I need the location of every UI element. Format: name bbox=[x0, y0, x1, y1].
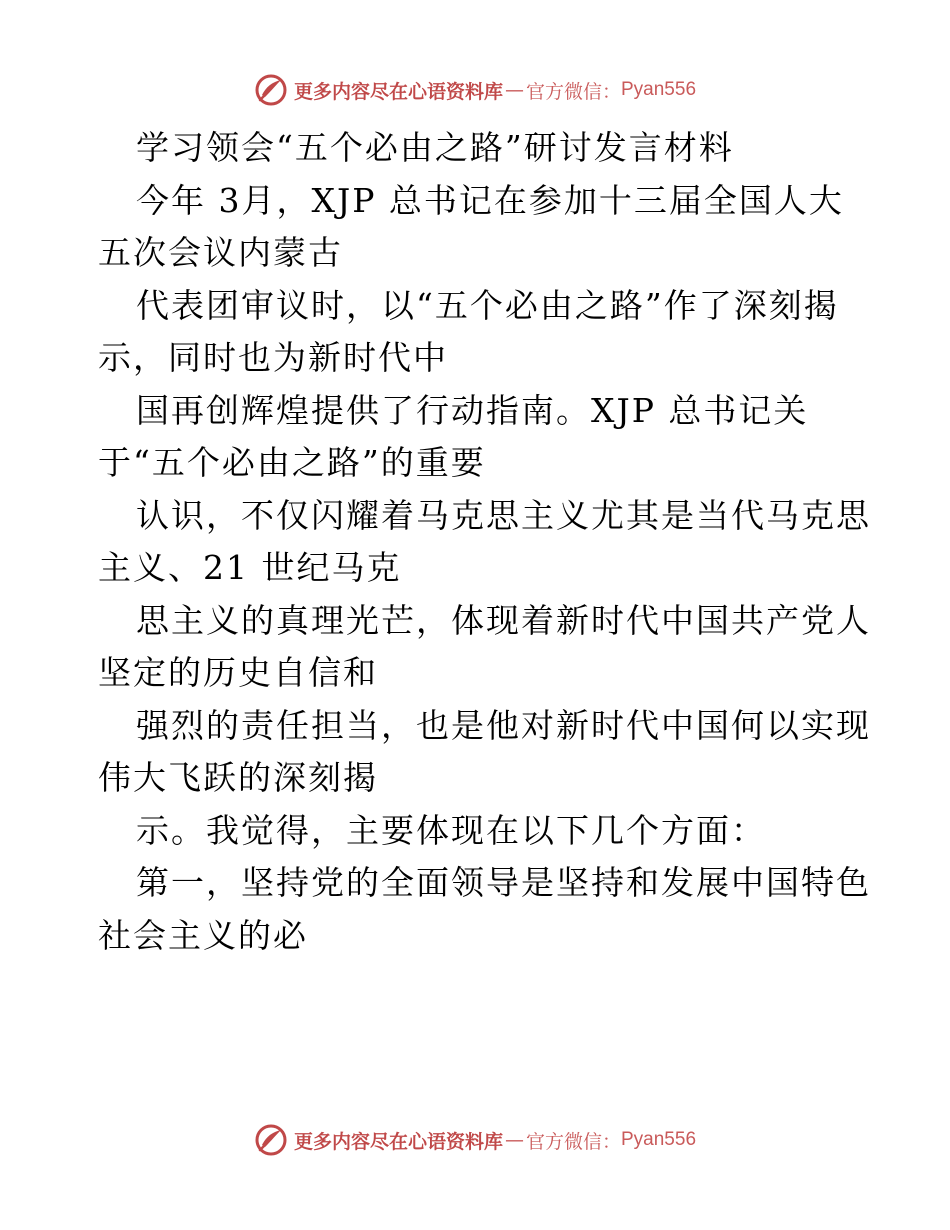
banner-main-text: 更多内容尽在心语资料库 bbox=[293, 80, 503, 103]
banner-main-text: 更多内容尽在心语资料库 bbox=[293, 1130, 503, 1153]
document-title: 学习领会“五个必由之路”研讨发言材料 bbox=[136, 128, 734, 167]
header-banner bbox=[0, 70, 950, 110]
text-line: 于“五个必由之路”的重要 bbox=[98, 443, 486, 482]
red-quill-logo-icon bbox=[254, 1123, 288, 1157]
text-line: 认识，不仅闪耀着马克思主义尤其是当代马克思 bbox=[136, 495, 871, 535]
text-line: 思主义的真理光芒，体现着新时代中国共产党人 bbox=[136, 600, 871, 640]
banner-dash: — bbox=[504, 1129, 524, 1151]
document-body bbox=[98, 122, 888, 962]
text-line: 代表团审议时，以“五个必由之路”作了深刻揭 bbox=[136, 285, 839, 325]
text-line: 五次会议内蒙古 bbox=[98, 233, 343, 272]
text-line: 第一，坚持党的全面领导是坚持和发展中国特色 bbox=[136, 863, 871, 902]
text-line: 国再创辉煌提供了行动指南。XJP 总书记关 bbox=[136, 390, 809, 430]
text-line: 今年 3月，XJP 总书记在参加十三届全国人大 bbox=[136, 180, 844, 220]
text-line: 社会主义的必 bbox=[98, 915, 308, 955]
footer-banner bbox=[0, 1120, 950, 1160]
red-quill-logo-icon bbox=[254, 73, 288, 107]
banner-wechat-id: Pyan556 bbox=[621, 1129, 697, 1150]
text-line: 示，同时也为新时代中 bbox=[98, 338, 448, 377]
text-line: 示。我觉得，主要体现在以下几个方面： bbox=[136, 810, 766, 850]
banner-wechat-label: 官方微信： bbox=[525, 80, 621, 103]
banner-wechat-id: Pyan556 bbox=[621, 79, 697, 100]
banner-dash: — bbox=[504, 79, 524, 101]
text-line: 坚定的历史自信和 bbox=[98, 653, 378, 692]
text-line: 伟大飞跃的深刻揭 bbox=[98, 758, 378, 797]
text-line: 强烈的责任担当，也是他对新时代中国何以实现 bbox=[136, 705, 871, 745]
banner-wechat-label: 官方微信： bbox=[525, 1130, 621, 1153]
text-line: 主义、21 世纪马克 bbox=[98, 548, 402, 587]
